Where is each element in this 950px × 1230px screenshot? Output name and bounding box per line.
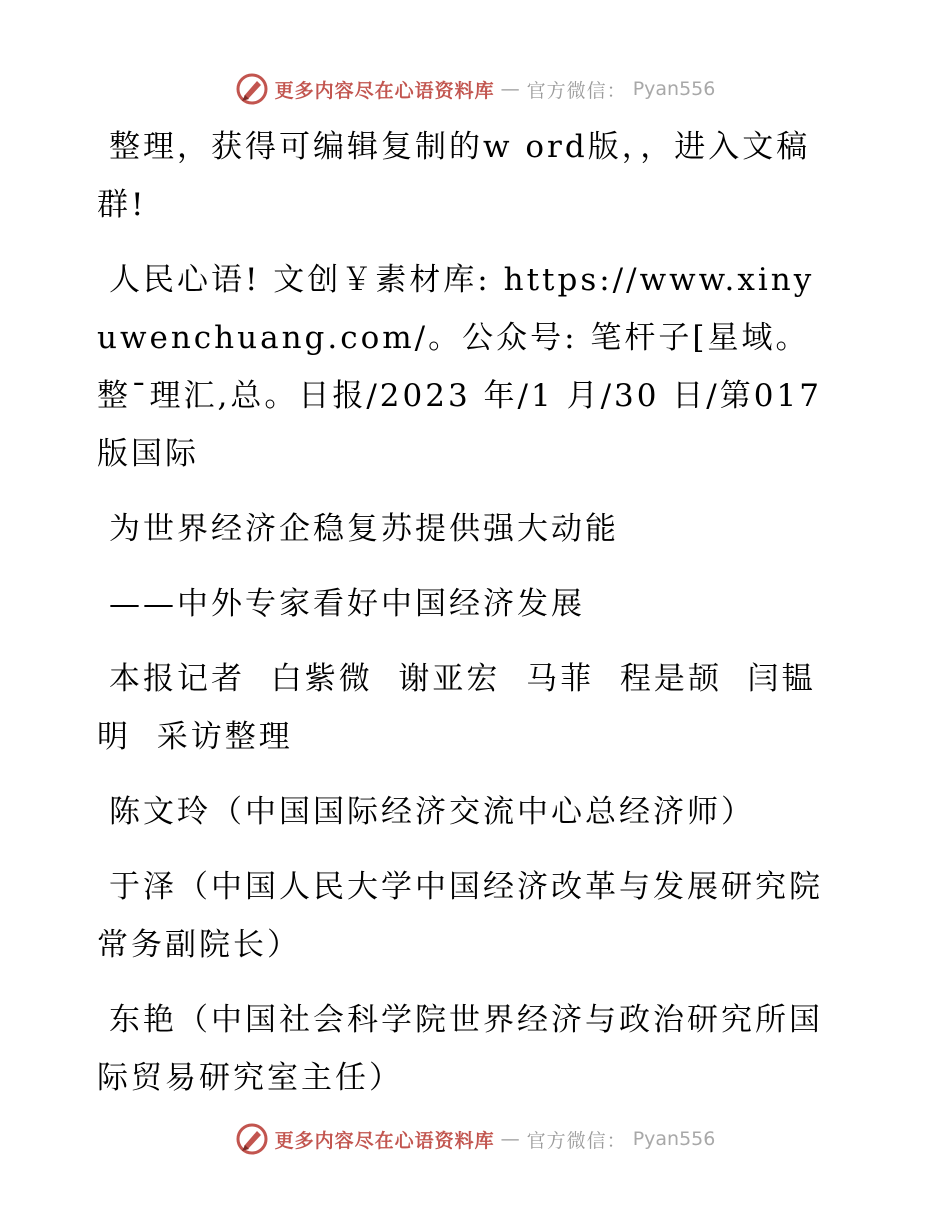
expert-yu-ze: 于泽（中国人民大学中国经济改革与发展研究院常务副院长） [97, 869, 823, 963]
watermark-handle: Pyan556 [632, 78, 716, 100]
paragraph-source: 人民心语! 文创￥素材库: https://www.xinyuwenchuang.com/。公众号: 笔杆子[星域。整¯理汇,总。日报/2023 年/1 月/30 日/第017 版国际 [97, 262, 835, 472]
article-title: 为世界经济企稳复苏提供强大动能 [109, 511, 619, 547]
watermark-dash: — [500, 78, 521, 100]
watermark-label: 官方微信： [526, 1129, 627, 1152]
pen-logo-icon [235, 1122, 269, 1156]
watermark-dash: — [500, 1128, 521, 1150]
article-subtitle: ——中外专家看好中国经济发展 [109, 586, 585, 622]
expert-dong-yan: 东艳（中国社会科学院世界经济与政治研究所国际贸易研究室主任） [97, 1002, 823, 1096]
byline: 本报记者 白紫微 谢亚宏 马菲 程是颉 闫韫明 采访整理 [97, 661, 816, 755]
watermark-brand: 更多内容尽在心语资料库 [274, 79, 495, 102]
watermark-handle: Pyan556 [632, 1128, 716, 1150]
footer-watermark [0, 1122, 950, 1156]
watermark-label: 官方微信： [526, 79, 627, 102]
header-watermark [0, 72, 950, 106]
watermark-brand: 更多内容尽在心语资料库 [274, 1129, 495, 1152]
paragraph-intro: 整理，获得可编辑复制的w ord版，，进入文稿群! [97, 129, 811, 223]
document-body [97, 118, 835, 1124]
pen-logo-icon [235, 72, 269, 106]
expert-chen-wenling: 陈文玲（中国国际经济交流中心总经济师） [109, 794, 755, 830]
